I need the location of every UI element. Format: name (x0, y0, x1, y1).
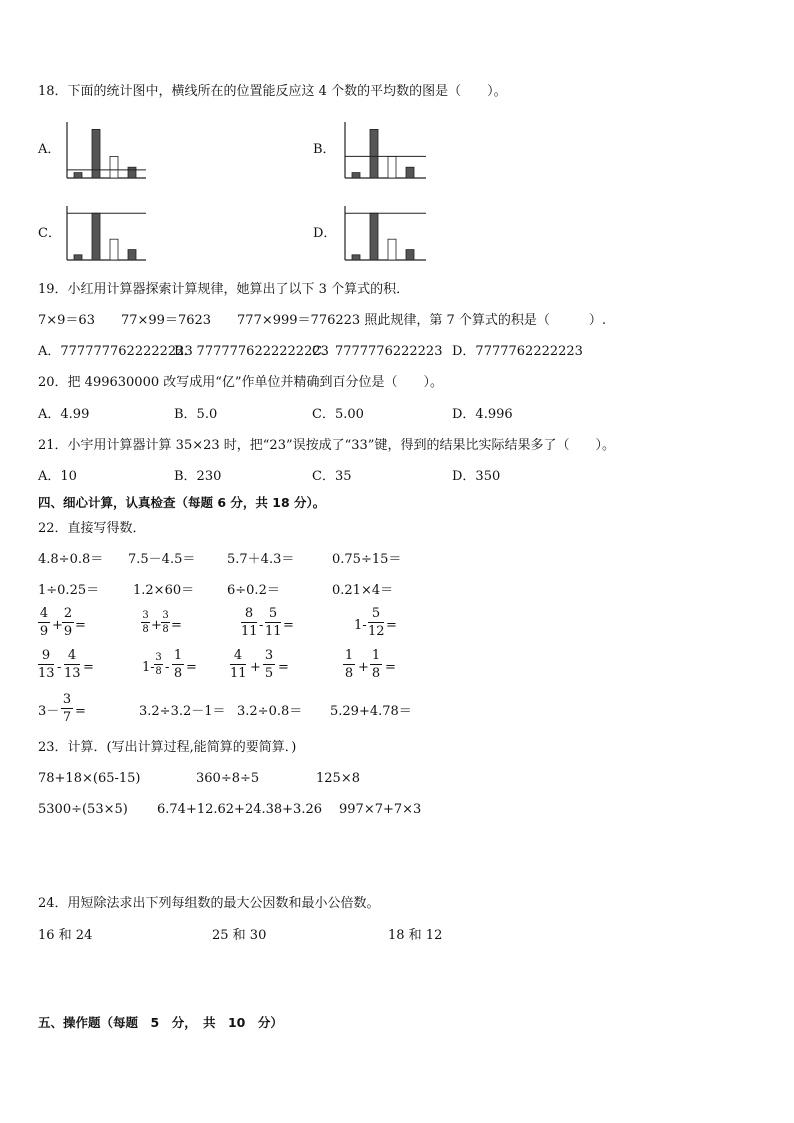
q20-stem: 20．把 499630000 改写成用“亿”作单位并精确到百分位是（ ）。 (38, 375, 444, 390)
q21-option-c: C．35 (312, 469, 352, 484)
q22-r2-1: 1÷0.25＝ (38, 583, 100, 598)
op-equals: = (278, 660, 289, 675)
q24-item-2: 25 和 30 (212, 928, 267, 943)
frac-3-5: 3 5 (264, 648, 274, 681)
frac-5-12: 5 12 (368, 606, 385, 639)
chart-bar (370, 213, 378, 260)
q19-option-c: C．7777776222223 (312, 344, 443, 359)
q21-option-a: A．10 (38, 469, 77, 484)
q18-chart-b (342, 118, 428, 180)
frac-1-8: 1 8 (344, 648, 354, 681)
frac-4-11: 4 11 (230, 648, 247, 681)
q18-option-a-label: A． (38, 142, 61, 157)
op-minus: - (259, 618, 264, 633)
op-equals: = (83, 660, 94, 675)
q22-r1-4: 0.75÷15＝ (332, 552, 402, 567)
chart-bar (370, 129, 378, 178)
chart-bar (110, 156, 118, 178)
op-equals: = (186, 660, 197, 675)
q18-chart-a (64, 118, 148, 180)
op-equals: = (385, 660, 396, 675)
q18-stem: 18．下面的统计图中，横线所在的位置能反应这 4 个数的平均数的图是（ ）。 (38, 84, 507, 99)
q23-r2-1: 5300÷(53×5) (38, 802, 128, 817)
chart-bar (406, 167, 414, 178)
q20-option-c: C．5.00 (312, 407, 364, 422)
q22-r1-1: 4.8÷0.8＝ (38, 552, 104, 567)
q22-r2-4: 0.21×4＝ (332, 583, 394, 598)
q22-r2-2: 1.2×60＝ (133, 583, 195, 598)
op-equals: = (386, 618, 397, 633)
op-minus: - (57, 660, 62, 675)
op-equals: = (283, 618, 294, 633)
q18-option-b-label: B． (313, 142, 336, 157)
frac-5-11: 5 11 (265, 606, 282, 639)
q23-r1-3: 125×8 (316, 771, 360, 786)
op-equals: = (75, 704, 86, 719)
frac-2-9: 2 9 (63, 606, 73, 639)
q22-r5-4: 5.29+4.78＝ (330, 704, 412, 719)
chart-bar (74, 255, 82, 260)
expr-prefix: 1- (354, 618, 367, 633)
chart-bar (352, 173, 360, 178)
q20-option-a: A．4.99 (38, 407, 90, 422)
q23-r2-2: 6.74+12.62+24.38+3.26 (157, 802, 323, 817)
op-equals: = (171, 618, 182, 633)
frac-8-11: 8 11 (241, 606, 258, 639)
q19-option-b: B．7777776222222223 (174, 344, 329, 359)
frac-1-8: 1 8 (173, 648, 183, 681)
frac-3-8: 3 8 (155, 652, 162, 677)
op-plus: + (250, 660, 261, 675)
q22-r5-2: 3.2÷3.2－1＝ (139, 704, 226, 719)
chart-bar (128, 167, 136, 178)
q24-item-3: 18 和 12 (388, 928, 443, 943)
chart-bar (92, 129, 100, 178)
q23-r1-2: 360÷8÷5 (196, 771, 260, 786)
q18-chart-c (64, 202, 148, 262)
chart-bar (406, 250, 414, 260)
q19-sequence: 7×9＝63 77×99＝7623 777×999＝776223 照此规律，第 7 个算式的积是（ ）. (38, 313, 606, 328)
q19-option-a: A．7777777622222223 (38, 344, 193, 359)
q19-option-d: D．7777762222223 (452, 344, 583, 359)
chart-bar (92, 213, 100, 260)
chart-bar (74, 173, 82, 178)
expr-prefix: 1- (142, 660, 155, 675)
chart-bar (110, 239, 118, 260)
op-plus: + (52, 618, 63, 633)
op-plus: + (358, 660, 369, 675)
q23-stem: 23．计算．(写出计算过程,能简算的要简算．) (38, 740, 297, 755)
q24-item-1: 16 和 24 (38, 928, 93, 943)
q20-option-d: D．4.996 (452, 407, 513, 422)
op-equals: = (75, 618, 86, 633)
expr-prefix: 3－ (38, 704, 60, 719)
q18-chart-d (342, 202, 428, 262)
q21-option-b: B．230 (174, 469, 222, 484)
q23-r2-3: 997×7+7×3 (339, 802, 422, 817)
chart-bar (388, 239, 396, 260)
q22-r1-2: 7.5－4.5＝ (128, 552, 196, 567)
frac-4-13: 4 13 (64, 648, 81, 681)
chart-bar (352, 255, 360, 260)
q22-r5-3: 3.2÷0.8＝ (237, 704, 303, 719)
op-plus: + (151, 618, 162, 633)
frac-3-8: 3 8 (142, 610, 149, 635)
q19-stem: 19．小红用计算器探索计算规律，她算出了以下 3 个算式的积． (38, 282, 410, 297)
q24-stem: 24．用短除法求出下列每组数的最大公因数和最小公倍数。 (38, 896, 380, 911)
q22-r2-3: 6÷0.2＝ (227, 583, 280, 598)
q18-option-d-label: D． (313, 226, 337, 241)
frac-3-7: 3 7 (62, 692, 72, 725)
chart-bar (128, 250, 136, 260)
section5-title: 五、操作题（每题 5 分， 共 10 分） (38, 1015, 283, 1030)
chart-bar (388, 156, 396, 178)
frac-1-8: 1 8 (371, 648, 381, 681)
op-minus: - (165, 660, 170, 675)
frac-4-9: 4 9 (39, 606, 49, 639)
q20-option-b: B．5.0 (174, 407, 218, 422)
frac-3-8: 3 8 (162, 610, 169, 635)
q23-r1-1: 78+18×(65-15) (38, 771, 141, 786)
q21-option-d: D．350 (452, 469, 501, 484)
q18-option-c-label: C． (38, 226, 61, 241)
q22-stem: 22．直接写得数． (38, 521, 146, 536)
q21-stem: 21．小宇用计算器计算 35×23 时，把“23”误按成了“33”键，得到的结果比实际结果多了（ ）。 (38, 438, 615, 453)
frac-9-13: 9 13 (38, 648, 55, 681)
section4-title: 四、细心计算，认真检查（每题 6 分，共 18 分）。 (38, 495, 326, 510)
q22-r1-3: 5.7＋4.3＝ (227, 552, 295, 567)
